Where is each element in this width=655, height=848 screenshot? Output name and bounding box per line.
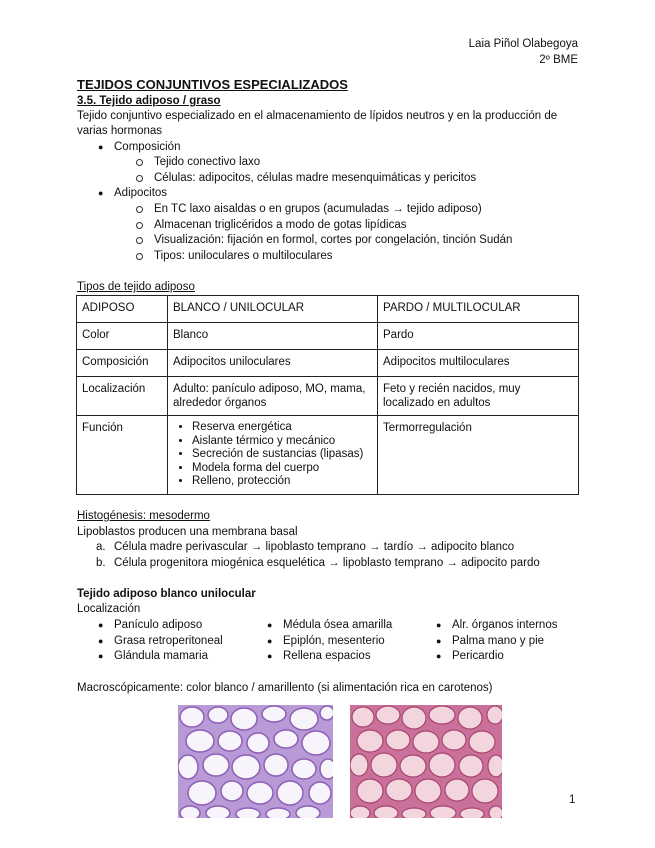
location-item: Médula ósea amarilla	[283, 619, 393, 631]
location-item: Pericardio	[452, 650, 504, 662]
bullet-icon: ●	[98, 142, 104, 152]
outline-item-composicion: Composición	[114, 141, 181, 153]
table-header-cell: BLANCO / UNILOCULAR	[168, 296, 378, 323]
location-item: Glándula mamaria	[114, 650, 208, 662]
list-marker: a.	[96, 541, 106, 553]
macroscopic-text: Macroscópicamente: color blanco / amarillento (si alimentación rica en carotenos)	[77, 682, 493, 694]
outline-subitem: En TC laxo aisaldas o en grupos (acumuladas → tejido adiposo)	[154, 203, 482, 215]
hollow-bullet-icon	[136, 175, 143, 182]
hollow-bullet-icon	[136, 253, 143, 260]
location-item: Alr. órganos internos	[452, 619, 558, 631]
bullet-icon: ●	[98, 188, 104, 198]
table-caption: Tipos de tejido adiposo	[77, 281, 195, 293]
location-item: Panículo adiposo	[114, 619, 203, 631]
outline-subitem: Células: adipocitos, células madre mesenquimáticas y pericitos	[154, 172, 477, 184]
localizacion-label: Localización	[77, 603, 141, 615]
table-row	[77, 323, 579, 350]
outline-subitem: Almacenan triglicéridos a modo de gotas lipídicas	[154, 219, 407, 231]
bullet-icon: ●	[98, 620, 104, 630]
table-cell: Adipocitos multiloculares	[378, 350, 579, 377]
histogenesis-heading: Histogénesis: mesodermo	[77, 510, 210, 522]
list-item: • Relleno, protección	[192, 475, 372, 489]
list-item: • Modela forma del cuerpo	[192, 462, 372, 476]
course-label: 2º BME	[539, 54, 578, 66]
bullet-icon: ●	[436, 620, 442, 630]
table-cell: Pardo	[378, 323, 579, 350]
table-row	[77, 416, 579, 495]
table-header-cell: PARDO / MULTILOCULAR	[378, 296, 579, 323]
list-item: • Aislante térmico y mecánico	[192, 435, 372, 449]
bullet-icon: ●	[267, 636, 273, 646]
location-item: Grasa retroperitoneal	[114, 635, 223, 647]
blanco-heading: Tejido adiposo blanco unilocular	[77, 588, 256, 600]
table-cell: Blanco	[168, 323, 378, 350]
table-cell	[168, 416, 378, 495]
section-heading: 3.5. Tejido adiposo / graso	[77, 95, 221, 107]
list-item: • Reserva energética	[192, 421, 372, 435]
outline-subitem: Tejido conectivo laxo	[154, 156, 261, 168]
table-header-cell: ADIPOSO	[77, 296, 168, 323]
micrograph-purple-image	[178, 705, 333, 818]
table-row	[77, 377, 579, 416]
bullet-icon: ●	[98, 651, 104, 661]
bullet-icon: ●	[436, 651, 442, 661]
author-name: Laia Piñol Olabegoya	[468, 38, 578, 50]
table-cell: Adulto: panículo adiposo, MO, mama, alrededor órganos	[168, 377, 378, 416]
micrograph-pink-image	[350, 705, 502, 818]
outline-subitem: Tipos: uniloculares o multiloculares	[154, 250, 333, 262]
outline-item-adipocitos: Adipocitos	[114, 187, 168, 199]
table-cell: Función	[77, 416, 168, 495]
list-item: • Secreción de sustancias (lipasas)	[192, 448, 372, 462]
hollow-bullet-icon	[136, 222, 143, 229]
outline-subitem: Visualización: fijación en formol, cortes por congelación, tinción Sudán	[154, 234, 513, 246]
bullet-icon: ●	[267, 620, 273, 630]
table-cell: Feto y recién nacidos, muy localizado en adultos	[378, 377, 579, 416]
table-row	[77, 350, 579, 377]
adipose-types-table	[76, 295, 579, 495]
intro-paragraph: Tejido conjuntivo especializado en el almacenamiento de lípidos neutros y en la producción de varias hormonas	[77, 110, 558, 137]
function-list	[173, 421, 372, 489]
location-item: Epiplón, mesenterio	[283, 635, 385, 647]
histogenesis-text: Lipoblastos producen una membrana basal	[77, 526, 298, 538]
hollow-bullet-icon	[136, 206, 143, 213]
hollow-bullet-icon	[136, 237, 143, 244]
histogenesis-item: Célula progenitora miogénica esquelética → lipoblasto temprano → adipocito pardo	[114, 557, 540, 569]
bullet-icon: ●	[98, 636, 104, 646]
bullet-icon: ●	[436, 636, 442, 646]
table-cell: Color	[77, 323, 168, 350]
location-item: Palma mano y pie	[452, 635, 545, 647]
histogenesis-item: Célula madre perivascular → lipoblasto temprano → tardío → adipocito blanco	[114, 541, 515, 553]
table-cell: Composición	[77, 350, 168, 377]
page-number: 1	[569, 794, 576, 806]
table-cell: Adipocitos uniloculares	[168, 350, 378, 377]
list-marker: b.	[96, 557, 106, 569]
table-cell: Localización	[77, 377, 168, 416]
location-item: Rellena espacios	[283, 650, 371, 662]
table-cell: Termorregulación	[378, 416, 579, 495]
page-title: TEJIDOS CONJUNTIVOS ESPECIALIZADOS	[77, 77, 348, 92]
table-header-row	[77, 296, 579, 323]
bullet-icon: ●	[267, 651, 273, 661]
hollow-bullet-icon	[136, 159, 143, 166]
